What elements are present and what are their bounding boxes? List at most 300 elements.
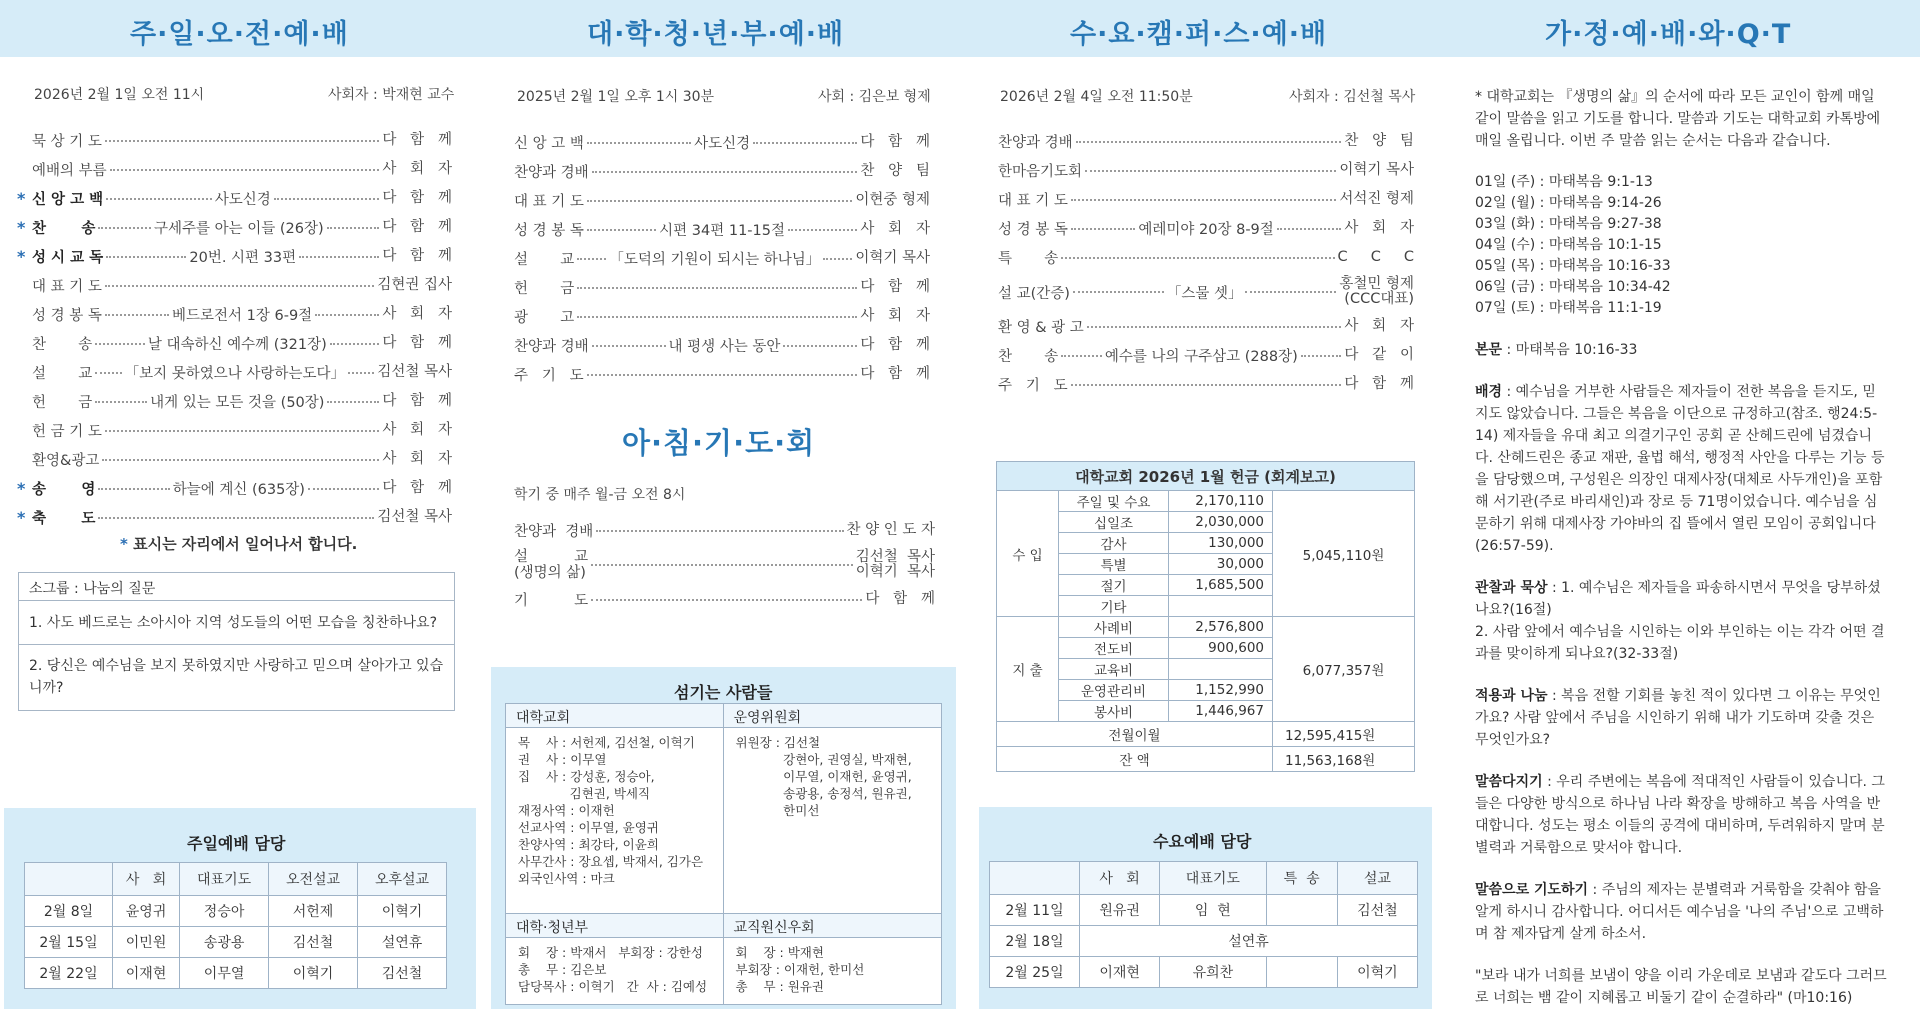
leader-dots <box>1277 228 1342 230</box>
order-detail: 20번. 시편 33편 <box>189 250 297 266</box>
servers-row <box>506 704 941 913</box>
order-leader-line: 이혁기 목사 <box>855 564 935 580</box>
qt-text <box>1475 339 1887 361</box>
order-row <box>514 215 930 244</box>
order-item: 환영&광고 <box>32 453 100 469</box>
order-item: 대 표 기 도 <box>514 194 584 210</box>
expense-total: 6,077,357원 <box>1273 617 1415 722</box>
order-row <box>514 186 930 215</box>
offering-amount: 130,000 <box>1169 533 1273 554</box>
order-item: 송 영 <box>32 482 96 498</box>
duty-cell: 김선철 <box>269 927 358 958</box>
order-row <box>998 156 1414 185</box>
morning-prayer-heading: 아·침·기·도·회 <box>622 426 816 460</box>
order-detail: 구세주를 아는 이들 (26장) <box>154 221 324 237</box>
duty-header <box>990 862 1080 895</box>
leader-dots <box>105 140 379 142</box>
order-item-line: 설 교 <box>514 549 589 565</box>
order-item: 성 경 봉 독 <box>998 222 1068 238</box>
leader-dots <box>95 343 145 345</box>
order-item: 예배의 부름 <box>32 163 107 179</box>
order-leader: 다 함 께 <box>382 393 453 409</box>
offering-amount: 1,152,990 <box>1169 680 1273 701</box>
morning-prayer-time: 학기 중 매주 월-금 오전 8시 <box>514 487 686 503</box>
offering-report-title: 대학교회 2026년 1월 헌금 (회계보고) <box>997 462 1415 491</box>
order-detail: 예레미야 20장 8-9절 <box>1138 222 1274 238</box>
leader-dots <box>587 229 656 231</box>
duty-cell <box>1266 957 1337 988</box>
wednesday-order-list <box>998 127 1414 399</box>
leader-dots <box>587 142 691 144</box>
order-item: 기 도 <box>514 593 589 609</box>
table-row <box>990 895 1418 926</box>
leader-dots <box>106 198 212 200</box>
leader-dots <box>327 401 379 403</box>
order-row <box>32 387 452 416</box>
qt-label: 관찰과 묵상 <box>1475 580 1548 596</box>
order-leader: 다 함 께 <box>860 134 931 150</box>
order-detail: 하늘에 계신 (635장) <box>172 482 305 498</box>
order-leader: 사 회 자 <box>382 451 452 467</box>
leader-dots <box>577 316 857 318</box>
order-row <box>17 503 452 532</box>
qt-body: : 예수님을 거부한 사람들은 제자들이 전한 복음을 듣지도, 믿지도 않았습니다. 그들은 복음을 이단으로 규정하고(참조. 행24:5-14) 제자들을 유대 최고 의결기구인 공회 곧 산헤드린에 넘겼습니다. 산헤드린은 종교 재판, 율법 해석, 행정적 사안을 다루는 기능 등을 담당했으며, 구성원은 의장인 대제사장(대체로 사두개인)을 포함해 서기관(주로 바리새인)과 장로 등 71명이었습니다. 예수님을 심문하기 위해 대제사장 가야바의 집 뜰에서 열린 모임이 공회입니다(26:57-59). <box>1475 384 1885 554</box>
order-row <box>17 474 453 503</box>
duty-cell: 이재현 <box>113 958 180 989</box>
order-leader: 이혁기 목사 <box>855 250 931 266</box>
servers-group-body: 회 장 : 박재서 부회장 : 강한성 총 무 : 김은보 담당목사 : 이혁기 간 사 : 김예성 <box>518 945 708 994</box>
qt-intro: * 대학교회는 『생명의 삶』의 순서에 따라 모든 교인이 함께 매일 같이 말씀을 읽고 기도를 합니다. 말씀과 기도는 대학교회 카톡방에 매일 올립니다. 이번 주 말씀 읽는 순서는 다음과 같습니다. <box>1475 89 1881 149</box>
table-row <box>997 491 1415 512</box>
duty-cell: 2월 18일 <box>990 926 1080 957</box>
duty-cell: 이무열 <box>180 958 269 989</box>
stand-marker: * <box>17 218 26 237</box>
carryover-amount: 12,595,415원 <box>1273 722 1415 747</box>
order-row <box>514 331 930 360</box>
leader-dots <box>98 517 374 519</box>
order-detail: 내 평생 사는 동안 <box>668 339 781 355</box>
order-row <box>998 312 1414 341</box>
order-row <box>514 302 930 331</box>
table-row <box>990 926 1418 957</box>
leader-dots <box>577 287 857 289</box>
duty-cell: 이혁기 <box>358 896 447 927</box>
youth-heading: 대·학·청·년·부·예·배 <box>587 19 845 50</box>
list-item: 04일 (수) : 마태복음 10:1-15 <box>1475 237 1662 253</box>
leader-dots <box>1071 199 1336 201</box>
order-row <box>32 329 452 358</box>
order-row <box>32 358 452 387</box>
duty-header: 오전설교 <box>269 863 358 896</box>
order-leader: 사 회 자 <box>382 161 452 177</box>
duty-cell: 2월 8일 <box>25 896 113 927</box>
leader-dots <box>327 227 380 229</box>
order-leader: 서석진 형제 <box>1339 191 1414 207</box>
small-group-question: 2. 당신은 예수님을 보지 못하였지만 사랑하고 믿으며 살아가고 있습니까? <box>29 658 444 696</box>
order-item: 광 고 <box>514 310 575 326</box>
duty-cell: 2월 11일 <box>990 895 1080 926</box>
duty-cell: 설연휴 <box>358 927 447 958</box>
order-item: 대 표 기 도 <box>32 279 102 295</box>
order-leader: 다 함 께 <box>860 279 930 295</box>
stand-marker: * <box>17 508 26 527</box>
servers-title: 섬기는 사람들 <box>674 683 773 702</box>
leader-dots <box>591 564 853 566</box>
table-row <box>25 958 447 989</box>
leader-dots <box>106 256 186 258</box>
sunday-heading: 주·일·오·전·예·배 <box>130 19 349 50</box>
order-leader: 다 함 께 <box>860 366 930 382</box>
youth-date: 2025년 2월 1일 오후 1시 30분 <box>517 89 715 105</box>
order-leader: 이현중 형제 <box>855 192 930 208</box>
order-row <box>998 214 1414 243</box>
leader-dots <box>587 200 852 202</box>
leader-dots <box>592 171 858 173</box>
leader-dots <box>95 372 121 374</box>
duty-cell: 서헌제 <box>269 896 358 927</box>
order-leader: C C C <box>1337 249 1414 265</box>
leader-dots <box>105 285 374 287</box>
duty-header: 오후설교 <box>358 863 447 896</box>
order-row <box>514 360 930 389</box>
table-row <box>25 927 447 958</box>
order-item: 주 기 도 <box>998 378 1068 394</box>
leader-dots <box>783 345 857 347</box>
servers-group-body: 회 장 : 박재현 부회장 : 이재헌, 한미선 총 무 : 원유권 <box>735 945 865 994</box>
order-item: 찬 송 <box>32 221 96 237</box>
qt-body: 2. 사람 앞에서 예수님을 시인하는 이와 부인하는 이는 각각 어떤 결과를 맞이하게 되나요?(32-33절) <box>1475 624 1885 662</box>
servers-group-title: 운영위원회 <box>724 704 942 728</box>
wednesday-duty-table <box>989 861 1418 988</box>
order-item: 찬양과 경배 <box>514 165 589 181</box>
stand-marker: * <box>120 535 128 553</box>
order-item <box>514 549 588 581</box>
wednesday-date: 2026년 2월 4일 오전 11:50분 <box>1000 89 1193 105</box>
list-item: 05일 (목) : 마태복음 10:16-33 <box>1475 258 1671 274</box>
offering-amount: 2,170,110 <box>1169 491 1273 512</box>
youth-host: 사회 : 김은보 형제 <box>818 89 931 105</box>
servers-group-title: 교직원신우회 <box>724 914 942 938</box>
offering-amount: 2,030,000 <box>1169 512 1273 533</box>
sunday-duty-table <box>24 862 447 989</box>
stand-note-text: 표시는 자리에서 일어나서 합니다. <box>133 535 358 553</box>
qt-body: : 우리 주변에는 복음에 적대적인 사람들이 있습니다. 그들은 다양한 방식으로 하나님 나라 확장을 방해하고 복음 사역을 반대합니다. 성도는 평소 이들의 공격에 대비하며, 두려워하지 말며 분별력과 거룩함으로 맞서야 합니다. <box>1475 774 1885 856</box>
order-item: 설 교 <box>32 366 93 382</box>
order-item: 주 기 도 <box>514 368 584 384</box>
offering-category: 특별 <box>1059 554 1169 575</box>
order-row <box>32 445 452 474</box>
order-detail: 시편 34편 11-15절 <box>659 223 786 239</box>
qt-verse: "보라 내가 너희를 보냄이 양을 이리 가운데로 보냄과 같도다 그러므로 너희는 뱀 같이 지혜롭고 비둘기 같이 순결하라" (마10:16) <box>1475 968 1887 1006</box>
leader-dots <box>1061 355 1102 357</box>
order-leader: 다 함 께 <box>382 480 453 496</box>
offering-category: 기타 <box>1059 596 1169 617</box>
stand-marker: * <box>17 247 26 266</box>
order-item: 환 영 & 광 고 <box>998 320 1084 336</box>
sunday-date: 2026년 2월 1일 오전 11시 <box>34 87 205 103</box>
qt-keep <box>1475 771 1887 859</box>
duty-cell: 원유권 <box>1080 895 1160 926</box>
qt-pray <box>1475 879 1887 945</box>
duty-cell: 2월 22일 <box>25 958 113 989</box>
small-group-title: 소그룹 : 나눔의 질문 <box>19 573 454 601</box>
servers-youth <box>506 914 724 1004</box>
order-leader-line: 홍철민 형제 <box>1339 276 1414 292</box>
leader-dots <box>592 345 666 347</box>
leader-dots <box>753 142 857 144</box>
leader-dots <box>1245 291 1336 293</box>
offering-amount: 900,600 <box>1169 638 1273 659</box>
order-detail: 베드로전서 1장 6-9절 <box>172 308 313 324</box>
servers-faculty <box>724 914 942 1004</box>
leader-dots <box>1061 257 1334 259</box>
duty-header: 대표기도 <box>180 863 269 896</box>
order-leader: 찬 양 팀 <box>860 163 930 179</box>
duty-header: 대표기도 <box>1160 862 1266 895</box>
order-row <box>998 127 1414 156</box>
leader-dots <box>823 258 852 260</box>
qt-observe <box>1475 577 1887 665</box>
leader-dots <box>95 401 147 403</box>
expense-label: 지 출 <box>997 617 1059 722</box>
order-item: 성 경 봉 독 <box>514 223 584 239</box>
duty-cell: 김선철 <box>358 958 447 989</box>
leader-dots <box>110 169 380 171</box>
duty-cell: 임 현 <box>1160 895 1266 926</box>
order-row <box>514 157 930 186</box>
table-row <box>997 722 1415 747</box>
qt-label: 배경 <box>1475 384 1503 400</box>
order-detail: 날 대속하신 예수께 (321장) <box>147 337 327 353</box>
order-detail: 사도신경 <box>694 136 751 152</box>
order-leader: 사 회 자 <box>382 422 452 438</box>
offering-category: 교육비 <box>1059 659 1169 680</box>
leader-dots <box>308 488 379 490</box>
wednesday-host: 사회자 : 김선철 목사 <box>1289 89 1416 105</box>
order-item: 묵 상 기 도 <box>32 134 102 150</box>
order-detail: 사도신경 <box>214 192 271 208</box>
duty-cell: 송광용 <box>180 927 269 958</box>
duty-cell: 윤영귀 <box>113 896 180 927</box>
leader-dots <box>577 258 606 260</box>
order-item-line: (생명의 삶) <box>514 565 586 581</box>
order-item: 설 교 <box>514 252 575 268</box>
leader-dots <box>587 374 858 376</box>
offering-category: 봉사비 <box>1059 701 1169 722</box>
order-leader: 다 함 께 <box>1344 376 1414 392</box>
order-leader: 사 회 자 <box>860 221 931 237</box>
leader-dots <box>591 599 862 601</box>
duty-cell: 이혁기 <box>269 958 358 989</box>
order-leader: 사 회 자 <box>860 308 930 324</box>
qt-apply <box>1475 685 1887 751</box>
order-row <box>514 585 935 614</box>
qt-label: 말씀다지기 <box>1475 774 1543 790</box>
wednesday-heading: 수·요·캠·퍼·스·예·배 <box>1070 19 1328 50</box>
qt-label: 말씀으로 기도하기 <box>1475 882 1589 898</box>
order-leader: 김선철 목사 <box>377 509 452 525</box>
order-leader: 김선철 목사 <box>377 364 452 380</box>
sunday-duty-title: 주일예배 담당 <box>187 834 286 853</box>
servers-group-body: 위원장 : 김선철 강현아, 권영실, 박재현, 이무열, 이재헌, 윤영귀, 송광용, 송정석, 원유권, 한미선 <box>735 735 912 818</box>
list-item: 06일 (금) : 마태복음 10:34-42 <box>1475 279 1671 295</box>
duty-cell <box>1266 895 1337 926</box>
order-item: 한마음기도회 <box>998 164 1083 180</box>
offering-amount: 1,685,500 <box>1169 575 1273 596</box>
small-group-box <box>18 572 455 711</box>
order-row <box>514 545 935 585</box>
duty-cell: 이재현 <box>1080 957 1160 988</box>
order-leader-line: (CCC대표) <box>1344 291 1414 307</box>
order-leader: 사 회 자 <box>382 306 453 322</box>
offering-category: 사례비 <box>1059 617 1169 638</box>
order-leader: 사 회 자 <box>1344 318 1414 334</box>
order-detail: 「보지 못하였으나 사랑하는도다」 <box>124 366 345 382</box>
duty-header: 특 송 <box>1266 862 1337 895</box>
order-item: 찬양과 경배 <box>514 524 594 540</box>
small-group-question: 1. 사도 베드로는 소아시아 지역 성도들의 어떤 모습을 칭찬하나요? <box>19 601 454 645</box>
order-row <box>32 126 452 155</box>
qt-body: : 마태복음 10:16-33 <box>1502 342 1638 358</box>
leader-dots <box>330 343 380 345</box>
offering-amount: 1,446,967 <box>1169 701 1273 722</box>
qt-body: : 복음 전할 기회를 놓친 적이 있다면 그 이유는 무엇인가요? 사람 앞에서 주님을 시인하기 위해 내가 기도하며 갖출 것은 무엇인가요? <box>1475 688 1881 748</box>
duty-cell: 설연휴 <box>1080 926 1418 957</box>
order-row <box>32 416 452 445</box>
leader-dots <box>596 530 843 532</box>
offering-report-table <box>996 461 1415 772</box>
order-row <box>514 516 935 545</box>
order-row <box>32 155 452 184</box>
order-item: 특 송 <box>998 251 1059 267</box>
table-row <box>997 747 1415 772</box>
order-leader: 다 함 께 <box>382 219 453 235</box>
list-item: 02일 (월) : 마태복음 9:14-26 <box>1475 195 1662 211</box>
order-item: 성 시 교 독 <box>32 250 104 266</box>
offering-amount <box>1169 659 1273 680</box>
leader-dots <box>1071 384 1342 386</box>
order-row <box>17 242 453 271</box>
order-item: 대 표 기 도 <box>998 193 1068 209</box>
leader-dots <box>105 314 169 316</box>
servers-table <box>505 703 942 1005</box>
order-leader: 찬 양 인 도 자 <box>846 522 935 538</box>
qt-body: : 1. 예수님은 제자들을 파송하시면서 무엇을 당부하셨나요?(16절) <box>1475 580 1881 618</box>
offering-category: 감사 <box>1059 533 1169 554</box>
order-row <box>998 185 1414 214</box>
order-row <box>17 213 453 242</box>
order-detail: 「스물 셋」 <box>1166 285 1243 302</box>
leader-dots <box>315 314 379 316</box>
servers-group-title: 대학교회 <box>506 704 723 728</box>
order-item: 설 교(간증) <box>998 285 1070 302</box>
order-detail: 내게 있는 모든 것을 (50장) <box>150 395 325 411</box>
order-leader-line: 김선철 목사 <box>855 549 935 565</box>
stand-note <box>120 533 357 554</box>
duty-cell: 2월 15일 <box>25 927 113 958</box>
order-detail: 「도덕의 기원이 되시는 하나님」 <box>609 252 821 268</box>
offering-category: 주일 및 수요 <box>1059 491 1169 512</box>
servers-church <box>506 704 724 913</box>
table-row <box>25 896 447 927</box>
duty-header: 사 회 <box>1080 862 1160 895</box>
stand-marker: * <box>17 189 26 208</box>
table-row <box>997 617 1415 638</box>
leader-dots <box>102 459 379 461</box>
order-leader: 사 회 자 <box>1344 220 1415 236</box>
servers-group-body: 목 사 : 서헌제, 김선철, 이혁기 권 사 : 이무열 집 사 : 강성훈, 정승아, 김현권, 박세직 재정사역 : 이재헌 선교사역 : 이무열, 윤영귀 찬양사역 : 최강타, 이윤희 사무간사 : 장요셉, 박재서, 김가은 외국인사역 : 마크 <box>518 735 704 886</box>
order-row <box>998 370 1414 399</box>
duty-cell: 2월 25일 <box>990 957 1080 988</box>
qt-heading: 가·정·예·배·와·Q·T <box>1545 19 1792 50</box>
order-item: 찬양과 경배 <box>514 339 589 355</box>
servers-committee <box>724 704 942 913</box>
duty-header: 사 회 <box>113 863 180 896</box>
qt-column <box>1475 86 1887 1009</box>
duty-cell: 이혁기 <box>1337 957 1417 988</box>
leader-dots <box>299 256 379 258</box>
sunday-host: 사회자 : 박재현 교수 <box>328 87 455 103</box>
order-leader: 다 함 께 <box>382 132 452 148</box>
duty-header: 설교 <box>1337 862 1417 895</box>
order-row <box>17 184 452 213</box>
order-row <box>514 128 930 157</box>
order-detail: 예수를 나의 구주삼고 (288장) <box>1104 349 1298 365</box>
order-row <box>32 271 452 300</box>
leader-dots <box>1087 326 1342 328</box>
leader-dots <box>348 372 374 374</box>
duty-cell: 유희찬 <box>1160 957 1266 988</box>
offering-category: 절기 <box>1059 575 1169 596</box>
order-item: 찬양과 경배 <box>998 135 1073 151</box>
order-leader: 찬 양 팀 <box>1344 133 1414 149</box>
qt-background <box>1475 381 1887 557</box>
stand-marker: * <box>17 479 26 498</box>
offering-category: 전도비 <box>1059 638 1169 659</box>
servers-group-title: 대학·청년부 <box>506 914 723 938</box>
balance-label: 잔 액 <box>997 747 1273 772</box>
order-leader <box>1339 277 1414 307</box>
offering-amount <box>1169 596 1273 617</box>
order-item: 신 앙 고 백 <box>514 136 584 152</box>
order-leader: 다 함 께 <box>865 591 935 607</box>
list-item: 07일 (토) : 마태복음 11:1-19 <box>1475 300 1662 316</box>
order-row <box>32 300 452 329</box>
leader-dots <box>274 198 380 200</box>
leader-dots <box>1073 291 1164 293</box>
order-leader: 다 같 이 <box>1344 347 1415 363</box>
order-item: 헌 금 <box>32 395 93 411</box>
servers-row <box>506 913 941 1004</box>
order-row <box>514 273 930 302</box>
order-item: 찬 송 <box>32 337 93 353</box>
order-item: 성 경 봉 독 <box>32 308 102 324</box>
leader-dots <box>1085 170 1336 172</box>
carryover-label: 전월이월 <box>997 722 1273 747</box>
order-leader: 김현권 집사 <box>377 277 452 293</box>
duty-cell: 이민원 <box>113 927 180 958</box>
leader-dots <box>1076 141 1342 143</box>
leader-dots <box>105 430 379 432</box>
leader-dots <box>1071 228 1136 230</box>
order-leader: 다 함 께 <box>382 248 453 264</box>
leader-dots <box>98 488 169 490</box>
order-item: 신 앙 고 백 <box>32 192 104 208</box>
leader-dots <box>788 229 857 231</box>
leader-dots <box>1301 355 1342 357</box>
order-item: 헌 금 <box>514 281 575 297</box>
duty-header <box>25 863 113 896</box>
